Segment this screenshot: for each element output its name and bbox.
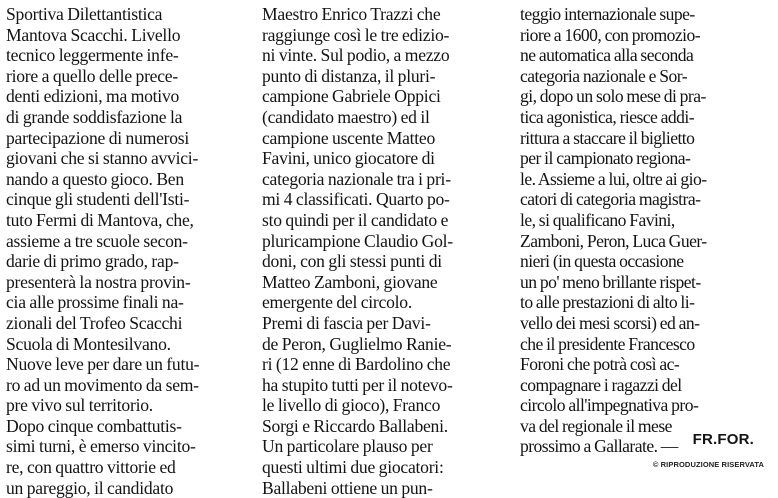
text-line: circolo all'impegnativa pro- [520, 395, 699, 416]
text-line: presenterà la nostra provin- [6, 271, 191, 292]
text-line: le, si qualificano Favini, [520, 209, 675, 230]
text-line: tica agonistica, riesce addi- [520, 106, 695, 127]
article-column-1 [6, 4, 242, 498]
text-line: darie di primo grado, rap- [6, 251, 179, 272]
text-line: pluricampione Claudio Gol- [262, 230, 453, 251]
text-line: va del regionale il mese [520, 415, 672, 436]
text-line: le. Assieme a lui, oltre ai gio- [520, 168, 707, 189]
text-line: nieri (in questa occasione [520, 251, 684, 272]
text-line: ri (12 enne di Bardolino che [262, 354, 451, 375]
text-line: per il campionato regiona- [520, 148, 691, 169]
text-line: un po' meno brillante rispet- [520, 271, 701, 292]
text-line: Zamboni, Peron, Luca Guer- [520, 230, 707, 251]
text-line: Premi di fascia per Davi- [262, 312, 431, 333]
text-line: di grande soddisfazione la [6, 106, 183, 127]
text-line: to alle prestazioni di alto li- [520, 292, 695, 313]
text-line: questi ultimi due giocatori: [262, 457, 444, 478]
text-line: catori di categoria magistra- [520, 189, 701, 210]
text-line: Sorgi e Riccardo Ballabeni. [262, 415, 448, 436]
text-line: riore a 1600, con promozio- [520, 24, 701, 45]
text-line: tecnico leggermente infe- [6, 45, 179, 66]
text-line: cinque gli studenti dell'Isti- [6, 189, 190, 210]
text-line: nando a questo gioco. Ben [6, 168, 184, 189]
text-line: ha stupito tutti per il notevo- [262, 374, 453, 395]
text-line: teggio internazionale supe- [520, 4, 695, 24]
text-line: simi turni, è emerso vincito- [6, 436, 196, 457]
text-line: Foroni che potrà così ac- [520, 354, 680, 375]
article-column-2 [262, 4, 498, 498]
text-line: ne automatica alla seconda [520, 45, 694, 66]
text-line: Dopo cinque combattutis- [6, 415, 182, 436]
text-line: un pareggio, il candidato [6, 477, 174, 498]
text-line: emergente del circolo. [262, 292, 412, 313]
text-line: categoria nazionale tra i pri- [262, 168, 451, 189]
text-line: rittura a staccare il biglietto [520, 127, 695, 148]
text-line: Nuove leve per dare un futu- [6, 354, 200, 375]
text-line: mi 4 classificati. Quarto po- [262, 189, 450, 210]
text-line: pre vivo sul territorio. [6, 395, 153, 416]
text-line: compagnare i ragazzi del [520, 374, 682, 395]
text-line: raggiunge così le tre edizio- [262, 24, 450, 45]
author-signature: FR.FOR. [692, 431, 754, 448]
text-line: campione uscente Matteo [262, 127, 436, 148]
text-line: prossimo a Gallarate. — [520, 436, 678, 457]
text-line: denti edizioni, ma motivo [6, 86, 180, 107]
text-line: Mantova Scacchi. Livello [6, 24, 181, 45]
text-line: punto di distanza, il pluri- [262, 65, 436, 86]
text-line: ni vinte. Sul podio, a mezzo [262, 45, 450, 66]
text-line: partecipazione di numerosi [6, 127, 190, 148]
text-line: Favini, unico giocatore di [262, 148, 435, 169]
text-line: categoria nazionale e Sor- [520, 65, 688, 86]
text-line: de Peron, Guglielmo Ranie- [262, 333, 452, 354]
text-line: ro ad un movimento da sem- [6, 374, 199, 395]
text-line: sto quindi per il candidato e [262, 209, 449, 230]
text-line: (candidato maestro) ed il [262, 106, 430, 127]
text-line: campione Gabriele Oppici [262, 86, 441, 107]
text-line: vello dei mesi scorsi) ed an- [520, 312, 700, 333]
article-column-3 [520, 4, 770, 457]
text-line: re, con quattro vittorie ed [6, 457, 176, 478]
text-line: Un particolare plauso per [262, 436, 433, 457]
text-line: le livello di gioco), Franco [262, 395, 441, 416]
text-line: riore a quello delle prece- [6, 65, 178, 86]
text-line: gi, dopo un solo mese di pra- [520, 86, 706, 107]
text-line: Matteo Zamboni, giovane [262, 271, 438, 292]
text-line: cia alle prossime finali na- [6, 292, 184, 313]
text-line: tuto Fermi di Mantova, che, [6, 209, 194, 230]
text-line: Scuola di Montesilvano. [6, 333, 171, 354]
text-line: che il presidente Francesco [520, 333, 695, 354]
text-line: zionali del Trofeo Scacchi [6, 312, 183, 333]
copyright-notice: © RIPRODUZIONE RISERVATA [652, 460, 764, 469]
text-line: doni, con gli stessi punti di [262, 251, 442, 272]
text-line: Ballabeni ottiene un pun- [262, 477, 433, 498]
text-line: giovani che si stanno avvici- [6, 148, 199, 169]
text-line: Maestro Enrico Trazzi che [262, 4, 441, 24]
text-line: Sportiva Dilettantistica [6, 4, 163, 24]
text-line: assieme a tre scuole secon- [6, 230, 188, 251]
